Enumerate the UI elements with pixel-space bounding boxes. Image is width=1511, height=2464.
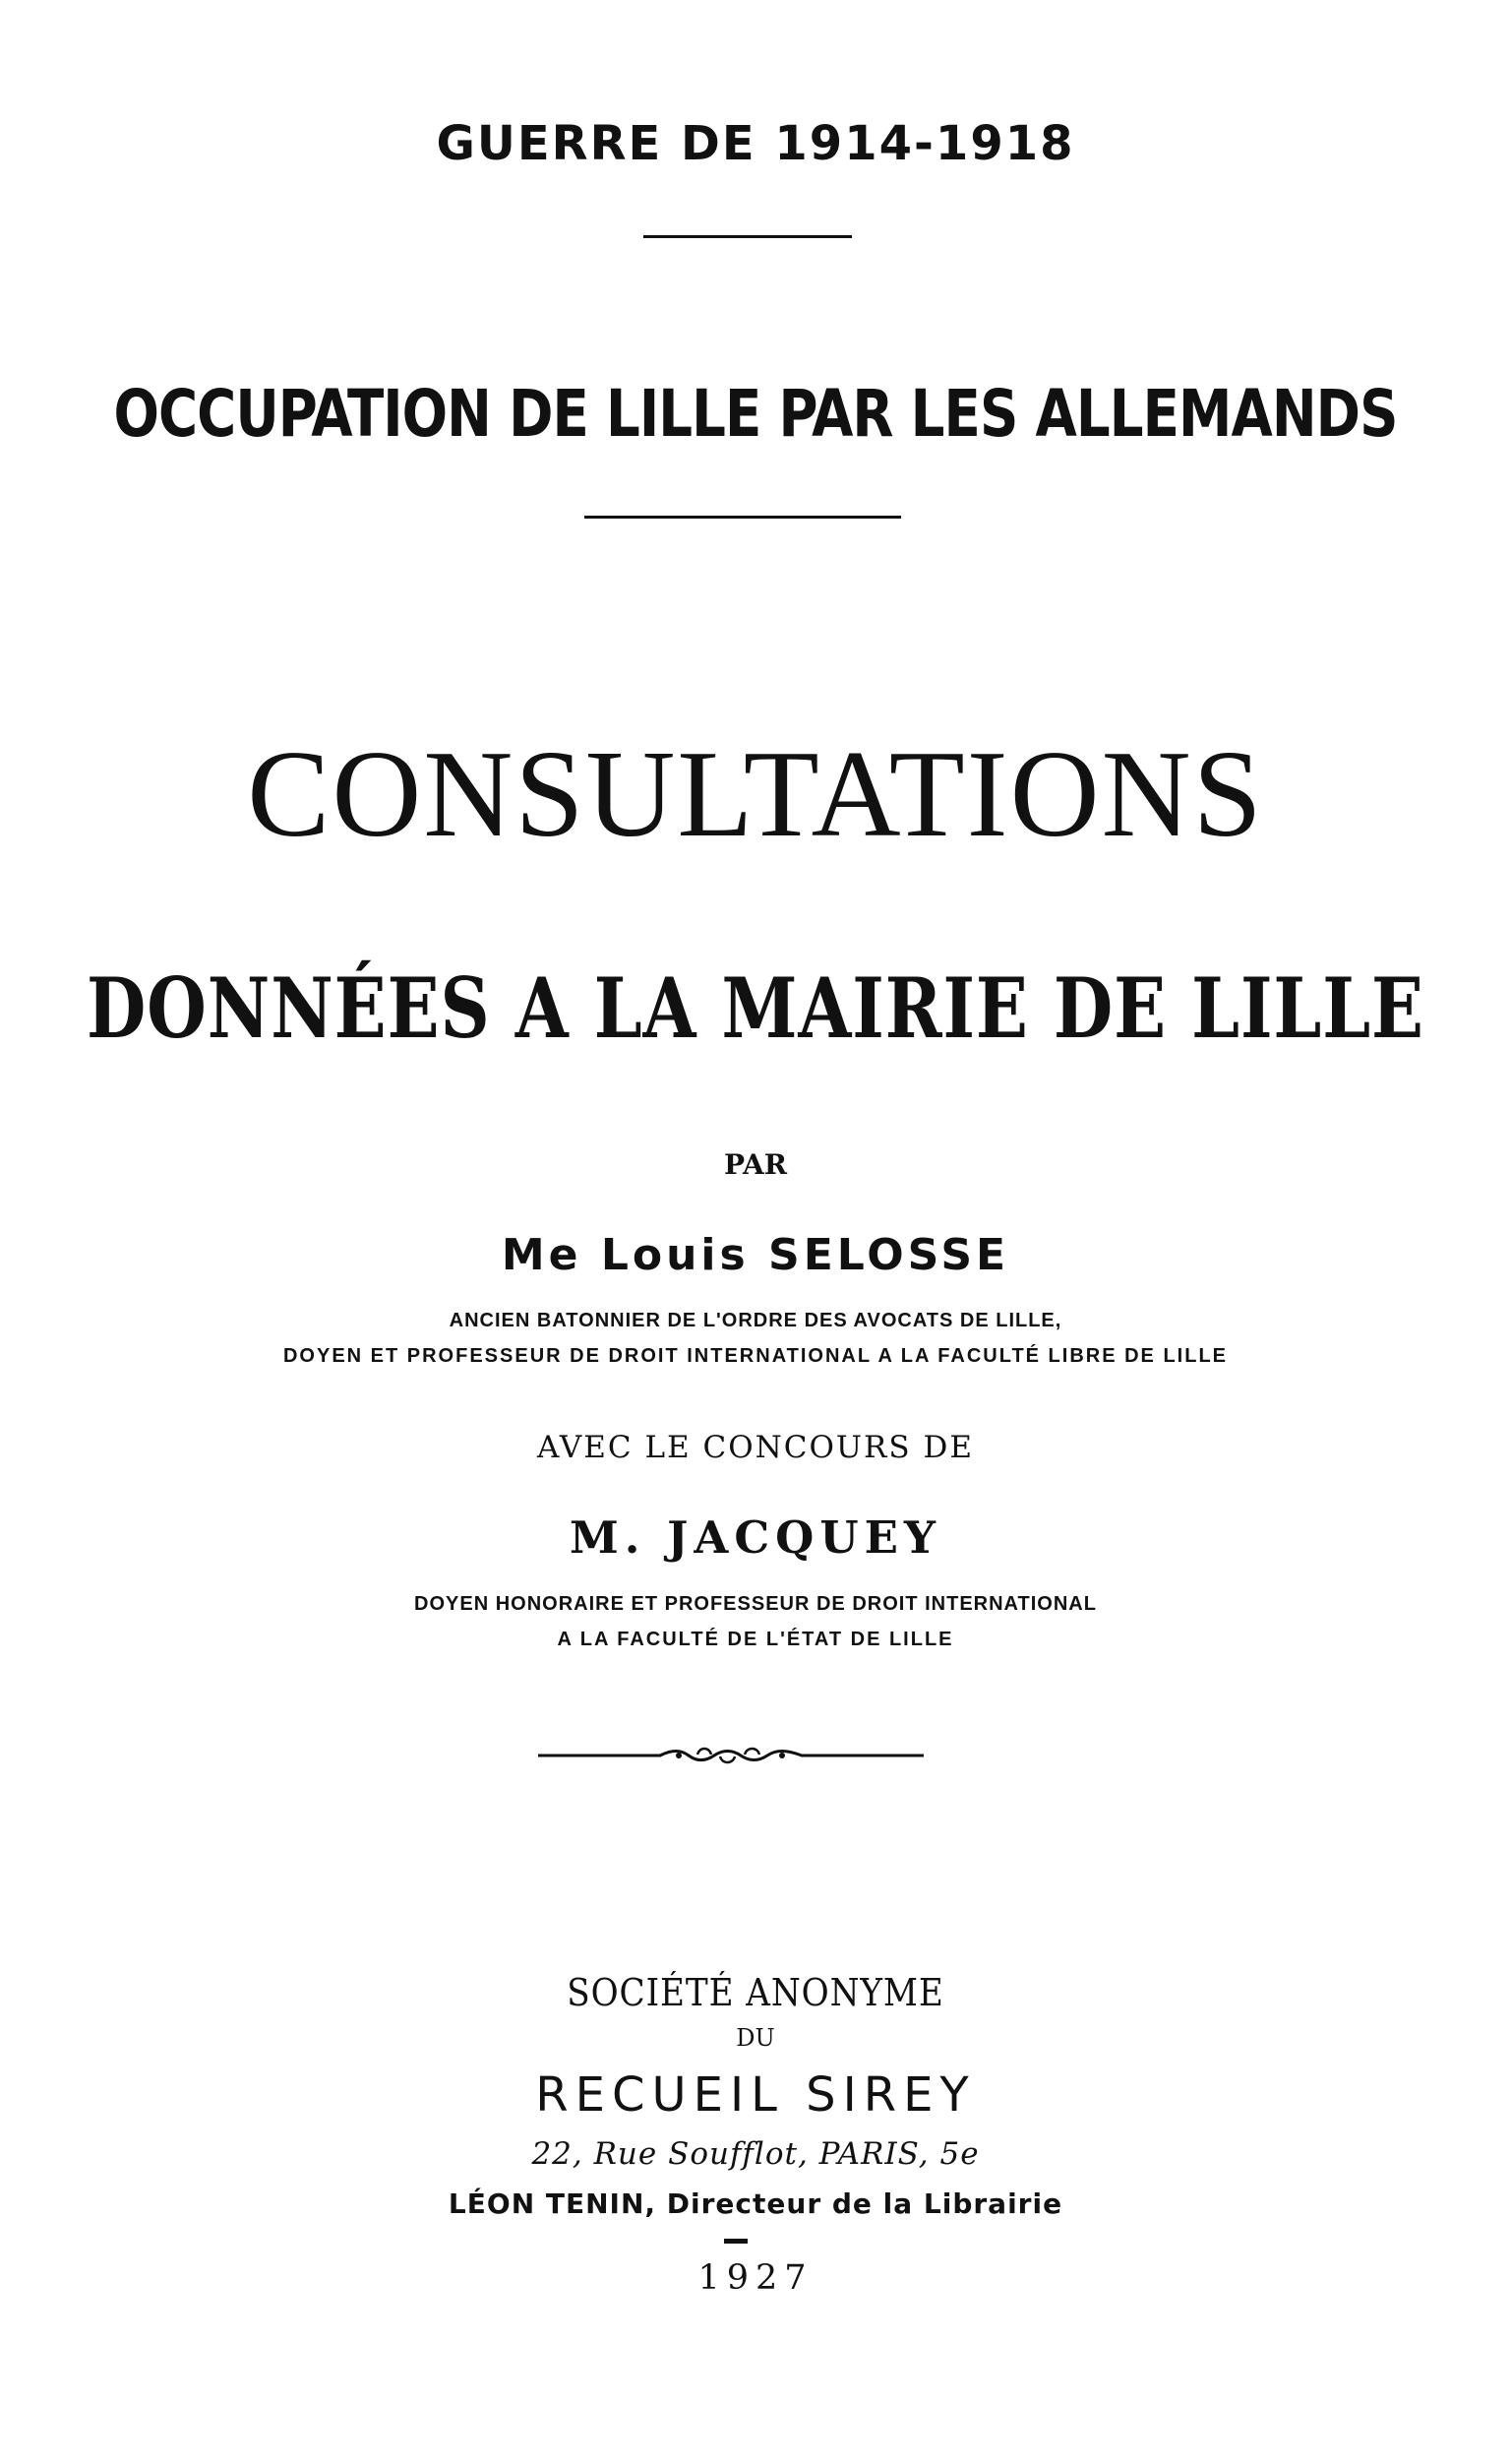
publisher-director: LÉON TENIN, Directeur de la Librairie <box>448 2187 1063 2220</box>
collaborator-title-line-2: A LA FACULTÉ DE L'ÉTAT DE LILLE <box>557 1629 954 1650</box>
series-title: GUERRE DE 1914-1918 <box>436 116 1075 171</box>
ornamental-divider-icon <box>538 1742 924 1769</box>
collaborator-name: M. JACQUEY <box>569 1511 942 1564</box>
year-divider <box>724 2239 748 2244</box>
top-divider <box>643 235 852 238</box>
main-title: CONSULTATIONS <box>247 726 1264 863</box>
author-title-line-1: ANCIEN BATONNIER DE L'ORDRE DES AVOCATS DE LILLE, <box>449 1310 1062 1331</box>
upper-divider <box>584 516 901 519</box>
author-title-line-2: DOYEN ET PROFESSEUR DE DROIT INTERNATIONAL A LA FACULTÉ LIBRE DE LILLE <box>282 1345 1229 1367</box>
publication-year: 1927 <box>697 2258 814 2298</box>
publisher-address: 22, Rue Soufflot, PARIS, 5e <box>531 2136 980 2172</box>
occupation-title: OCCUPATION DE LILLE PAR LES ALLEMANDS <box>113 376 1398 452</box>
collaborator-title-line-1: DOYEN HONORAIRE ET PROFESSEUR DE DROIT INTERNATIONAL <box>414 1593 1097 1615</box>
par-label: PAR <box>723 1148 787 1181</box>
publisher-type: SOCIÉTÉ ANONYME <box>567 1971 944 2014</box>
subtitle: DONNÉES A LA MAIRIE DE LILLE <box>87 959 1424 1057</box>
publisher-name: RECUEIL SIREY <box>535 2067 976 2123</box>
concours-label: AVEC LE CONCOURS DE <box>537 1430 974 1465</box>
author-name: Me Louis SELOSSE <box>501 1230 1010 1280</box>
publisher-du: DU <box>736 2024 775 2052</box>
